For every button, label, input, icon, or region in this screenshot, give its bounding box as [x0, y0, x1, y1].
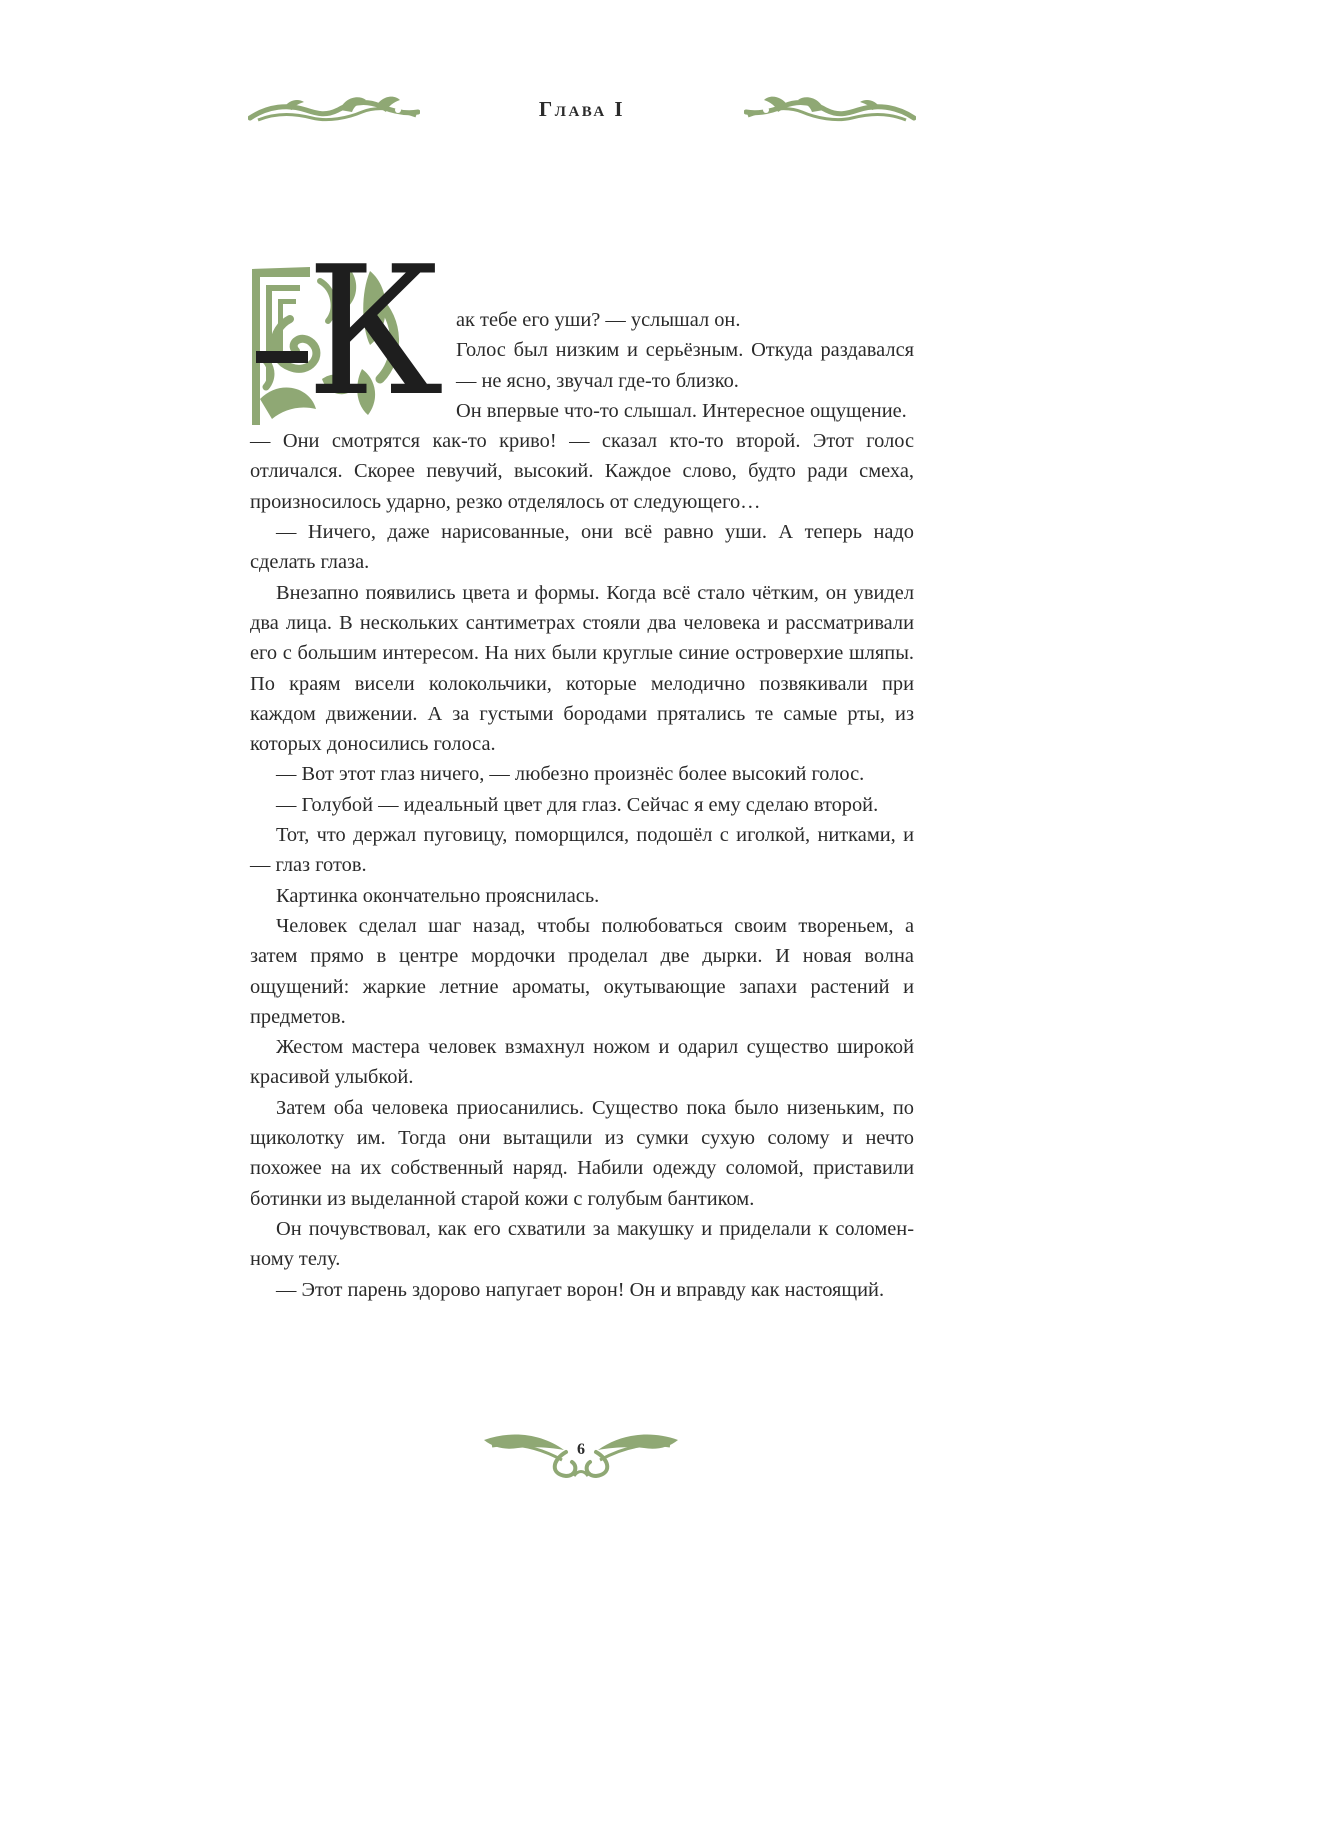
paragraph: Человек сделал шаг назад, чтобы полюбоваться своим твореньем, а затем прямо в центре мордочки проделал две дырки. И новая волна ощущений: жаркие летние ароматы, окутывающие запахи растений и предметов.: [250, 914, 914, 1028]
paragraph: Он почувствовал, как его схватили за макушку и приделали к соломенному телу.: [250, 1217, 914, 1271]
floral-vine-ornament-icon: [744, 92, 916, 124]
paragraph: Голос был низким и серьёзным. Откуда раздавался — не ясно, звучал где-то близко.: [456, 339, 914, 392]
paragraph: Затем оба человека приосанились. Существо пока было низеньким, по щиколотку им. Тогда они вытащили из сумки сухую солому и нечто похожее на их собственный наряд. Набили одежду соломой, приставили ботинки из выделанной старой кожи с голубым бантиком.: [250, 1096, 914, 1210]
page-number: 6: [577, 1441, 585, 1458]
paragraph: — Этот парень здорово напугает ворон! Он и вправду как настоящий.: [276, 1278, 885, 1301]
drop-cap-letter: К: [306, 228, 444, 435]
paragraph: — Они смотрятся как-то криво! — сказал кто-то второй. Этот голос отличался. Скорее певучий, высокий. Каждое слово, будто ради смеха, произносилось ударно, резко отделялось от следующего…: [250, 430, 914, 513]
chapter-header: [248, 88, 916, 136]
chapter-text: [250, 228, 914, 1305]
paragraph: Тот, что держал пуговицу, поморщился, подошёл с иголкой, нитками, и — глаз готов.: [250, 824, 914, 877]
paragraph: Жестом мастера человек взмахнул ножом и одарил существо широкой красивой улыбкой.: [250, 1036, 914, 1089]
paragraph: Он впервые что-то слышал. Интересное ощущение.: [456, 399, 907, 422]
paragraph: — Вот этот глаз ничего, — любезно произнёс более высокий голос.: [276, 763, 865, 786]
paragraph: Внезапно появились цвета и формы. Когда всё стало чётким, он увидел два лица. В нескольких сантиметрах стояли два человека и рассматривали его с большим интересом. На них были круглые синие островерхие шляпы. По краям висели колокольчики, которые мелодично позвякивали при каждом движении. А за густыми бородами прятались те самые рты, из которых доносились голоса.: [250, 581, 914, 756]
chapter-title: Глава I: [538, 97, 626, 121]
drop-cap: [250, 228, 444, 435]
paragraph: — Ничего, даже нарисованные, они всё равно уши. А теперь надо сделать глаза.: [250, 521, 914, 574]
paragraph: ак тебе его уши? — услышал он.: [456, 309, 741, 331]
page-footer: [482, 1426, 680, 1482]
paragraph: Картинка окончательно прояснилась.: [276, 884, 600, 907]
paragraph: — Голубой — идеальный цвет для глаз. Сейчас я ему сделаю второй.: [276, 793, 879, 816]
